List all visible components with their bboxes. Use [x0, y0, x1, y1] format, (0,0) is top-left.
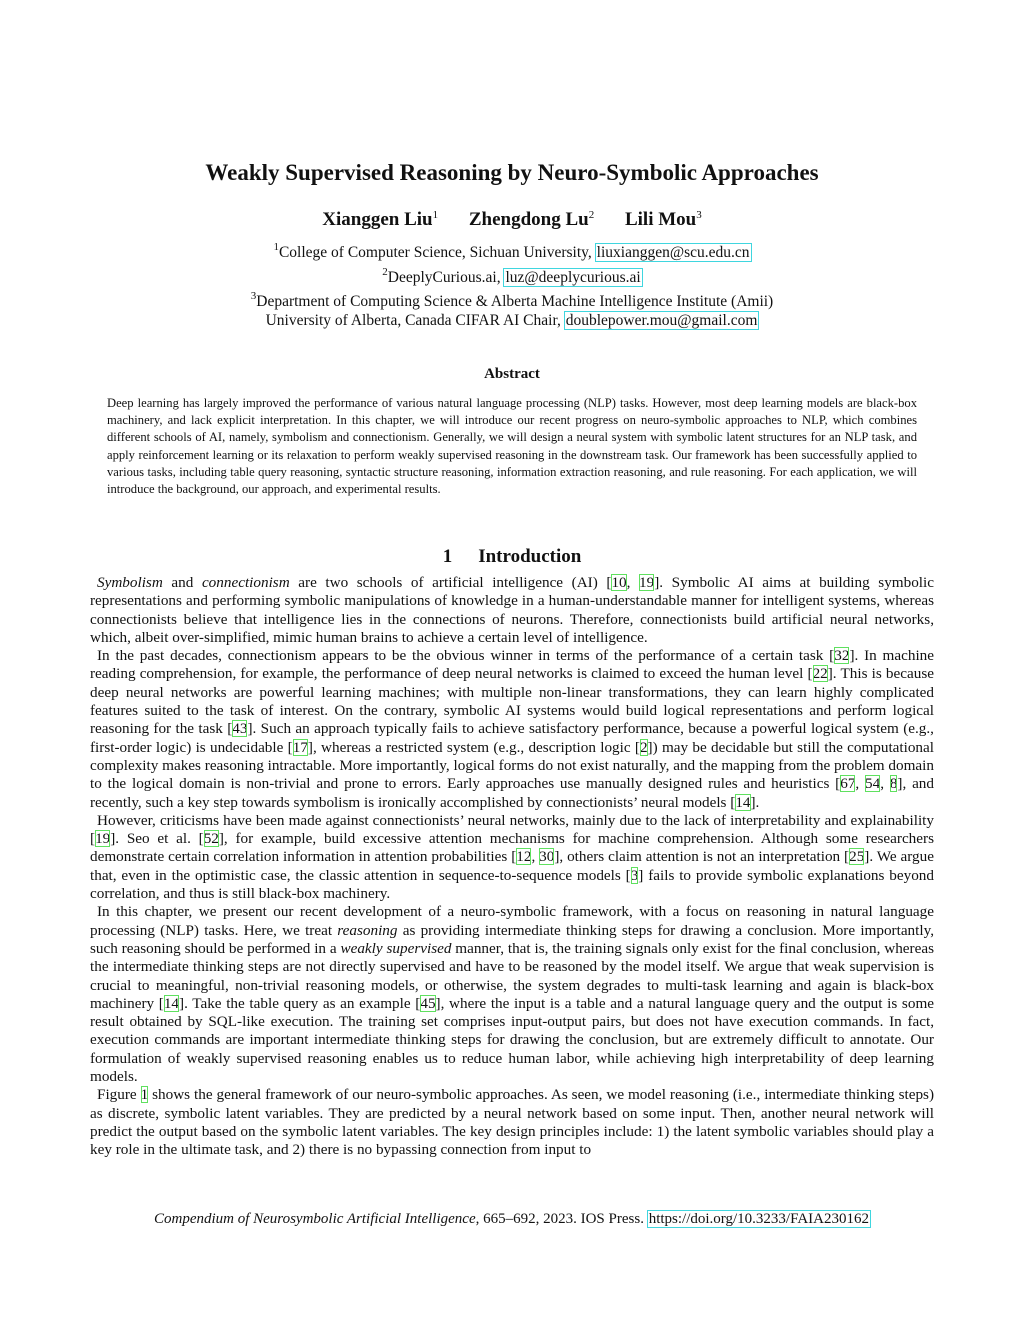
author: Zhengdong Lu$^2$ — [468, 209, 595, 230]
text-run: , — [531, 848, 540, 866]
citation-link[interactable]: 19 — [639, 574, 655, 591]
citation-link[interactable]: 12 — [516, 848, 532, 866]
text-run: and — [162, 574, 202, 591]
text-run: ], and recently, such a key step towards symbolism is ironically accomplished by connectionists’ neural models [ — [90, 775, 934, 811]
paragraph — [90, 647, 934, 812]
body-text — [90, 574, 934, 1160]
section-heading — [0, 546, 1024, 568]
affiliation-list — [0, 238, 1024, 330]
text-run: In the past decades, connectionism appears to be the obvious winner in terms of the performance of a certain task [ — [97, 647, 835, 665]
text-run: ]. In machine reading comprehension, for example, the performance of deep neural networks is claimed to exceed the human level [ — [90, 647, 934, 683]
citation-link[interactable]: 52 — [203, 830, 219, 848]
text-run: ]. Take the table query as an example [ — [179, 994, 421, 1012]
publication-details: , 665–692, 2023. IOS Press. — [475, 1211, 648, 1227]
text-run: ]. Symbolic AI aims at building symbolic representations and performing symbolic manipulations of knowledge in a human-understandable manner for intelligent systems, whereas connectionists believe that intelligence lies in the connections of neurons. Therefore, connectionists build artificial neural networks, which, albeit over-simplified, mimic human brains to achieve a certain level of intelligence. — [90, 574, 934, 646]
paper-title: Weakly Supervised Reasoning by Neuro-Symbolic Approaches — [205, 160, 819, 185]
text-run: ], where the input is a table and a natural language query and the output is some result obtained by SQL-like execution. The training set comprises input-output pairs, but does not have execution commands. In fact, execution commands are important intermediate thinking steps for drawing the conclusion, but are extremely difficult to annotate. Our formulation of weakly supervised reasoning enables us to reduce human labor, while achieving high interpretability of deep learning models. — [90, 994, 934, 1086]
email-link[interactable]: doublepower.mou@gmail.com — [565, 311, 758, 329]
paragraph — [90, 574, 934, 647]
abstract-heading: Abstract — [484, 366, 540, 382]
citation-link[interactable]: 3 — [630, 866, 639, 884]
text-run: are two schools of artificial intelligence (AI) [ — [289, 574, 612, 591]
author: Lili Mou$^3$ — [624, 209, 702, 230]
citation-link[interactable]: 45 — [420, 994, 436, 1012]
journal-name: Compendium of Neurosymbolic Artificial Intelligence — [153, 1211, 476, 1227]
text-run: ]. Seo et al. [ — [110, 830, 204, 848]
citation-link[interactable]: 2 — [639, 738, 648, 756]
text-run: Figure — [97, 1086, 141, 1104]
citation-link[interactable]: 14 — [735, 793, 751, 811]
abstract-text: Deep learning has largely improved the performance of various natural language processing (NLP) tasks. However, most deep learning models are black-box machinery, and lack explicit interpretation. In this chapter, we will introduce our recent progress on neuro-symbolic approaches to NLP, which combines different schools of AI, namely, symbolism and connectionism. Generally, we will design a neural system with symbolic latent structures for an NLP task, and apply reinforcement learning or its relaxation to perform weakly supervised reasoning in the downstream task. Our framework has been successfully applied to various tasks, including table query reasoning, syntactic structure reasoning, information extraction reasoning, and rule reasoning. For each application, we will introduce the background, our approach, and experimental results. — [107, 396, 917, 497]
text-run: ]. This is because deep neural networks are powerful learning machines; with multiple non-linear transformations, they can learn highly complicated features suited to the task of interest. On the contrary, symbolic AI systems would build logical representations and perform logical reasoning for the task [ — [90, 665, 934, 738]
text-run: ], for example, build excessive attention mechanisms for machine comprehension. Although some researchers demonstrate certain correlation information in attention probabilities [ — [90, 830, 934, 866]
text-run: ], whereas a restricted system (e.g., description logic [ — [307, 738, 640, 756]
citation-link[interactable]: 17 — [292, 738, 308, 756]
citation-link[interactable]: 32 — [834, 647, 850, 665]
citation-link[interactable]: 30 — [539, 848, 555, 866]
section-title: Introduction — [478, 546, 582, 567]
citation-link[interactable]: 54 — [865, 775, 881, 793]
emphasis-text: Symbolism — [97, 574, 163, 591]
email-link[interactable]: liuxianggen@scu.edu.cn — [596, 244, 750, 261]
text-run: ]. — [750, 793, 760, 811]
text-run: , — [855, 775, 866, 793]
page-footer — [0, 1211, 1024, 1228]
text-run: manner, that is, the training signals only exist for the final conclusion, whereas the intermediate thinking steps are not directly supervised and have to be reasoned by the model itself. We argue that weak supervision is crucial to meaningful, non-trivial reasoning models, or otherwise, the system degrades to multi-task learning and again is black-box machinery [ — [90, 939, 934, 1012]
section-number: 1 — [442, 546, 453, 567]
affiliation: $^3$Department of Computing Science & Alberta Machine Intelligence Institute (Amii) — [250, 290, 774, 310]
text-run: ]. We argue that, even in the optimistic case, the classic attention in sequence-to-sequence models [ — [90, 848, 934, 884]
text-run: shows the general framework of our neuro-symbolic approaches. As seen, we model reasoning (i.e., intermediate thinking steps) as discrete, symbolic latent variables. They are predicted by a neural network based on some input. Then, another neural network will predict the output based on the symbolic latent variables. The key design principles include: 1) the latent symbolic variables should play a key role in the ultimate task, and 2) there is no bypassing connection from input to — [90, 1086, 935, 1159]
affiliation: $^2$DeeplyCurious.ai, luz@deeplycurious.ai — [382, 265, 641, 286]
text-run: , — [880, 775, 890, 793]
citation-link[interactable]: 10 — [611, 574, 627, 591]
citation-link[interactable]: 19 — [95, 830, 111, 848]
citation-link[interactable]: 67 — [840, 775, 856, 793]
text-run: ]. Such an approach typically fails to achieve satisfactory performance, because a powerful logical system (e.g., first-order logic) is undecidable [ — [90, 720, 934, 756]
paragraph — [90, 903, 934, 1086]
citation-link[interactable]: 43 — [232, 720, 248, 738]
text-run: In this chapter, we present our recent development of a neuro-symbolic framework, with a focus on reasoning in natural language processing (NLP) tasks. Here, we treat — [90, 903, 934, 939]
paragraph — [90, 812, 934, 903]
doi-link[interactable]: https://doi.org/10.3233/FAIA230162 — [648, 1211, 869, 1227]
paragraph — [90, 1086, 934, 1159]
citation-link[interactable]: 14 — [163, 994, 180, 1012]
citation-link[interactable]: 22 — [812, 665, 828, 683]
author: Xianggen Liu$^1$ — [322, 209, 439, 230]
author-list — [0, 209, 1024, 231]
emphasis-text: weakly supervised — [340, 939, 452, 957]
email-link[interactable]: luz@deeplycurious.ai — [505, 268, 641, 286]
emphasis-text: connectionism — [201, 574, 290, 591]
affiliation: $^1$College of Computer Science, Sichuan University, liuxianggen@scu.edu.cn — [273, 241, 750, 261]
emphasis-text: reasoning — [337, 921, 398, 939]
text-run: ] fails to provide symbolic explanations beyond correlation, and thus is still black-box machinery. — [90, 866, 934, 903]
citation-link[interactable]: 25 — [849, 848, 865, 866]
citation-link[interactable]: 1 — [140, 1086, 149, 1104]
text-run: , — [626, 574, 640, 591]
citation-link[interactable]: 8 — [889, 775, 898, 793]
affiliation: University of Alberta, Canada CIFAR AI Chair, doublepower.mou@gmail.com — [265, 311, 758, 329]
text-run: However, criticisms have been made against connectionists’ neural networks, mainly due to the lack of interpretability and explainability [ — [90, 811, 934, 848]
text-run: ]) may be decidable but still the computational complexity makes reasoning intractable. More importantly, logical forms do not exist naturally, and the mapping from the problem domain to the logical domain is non-trivial and prone to errors. Early approaches use manually designed rules and heuristics [ — [90, 738, 934, 793]
text-run: as providing intermediate thinking steps for drawing a conclusion. More importantly, such reasoning should be performed in a — [90, 921, 934, 957]
text-run: ], others claim attention is not an interpretation [ — [554, 848, 850, 866]
